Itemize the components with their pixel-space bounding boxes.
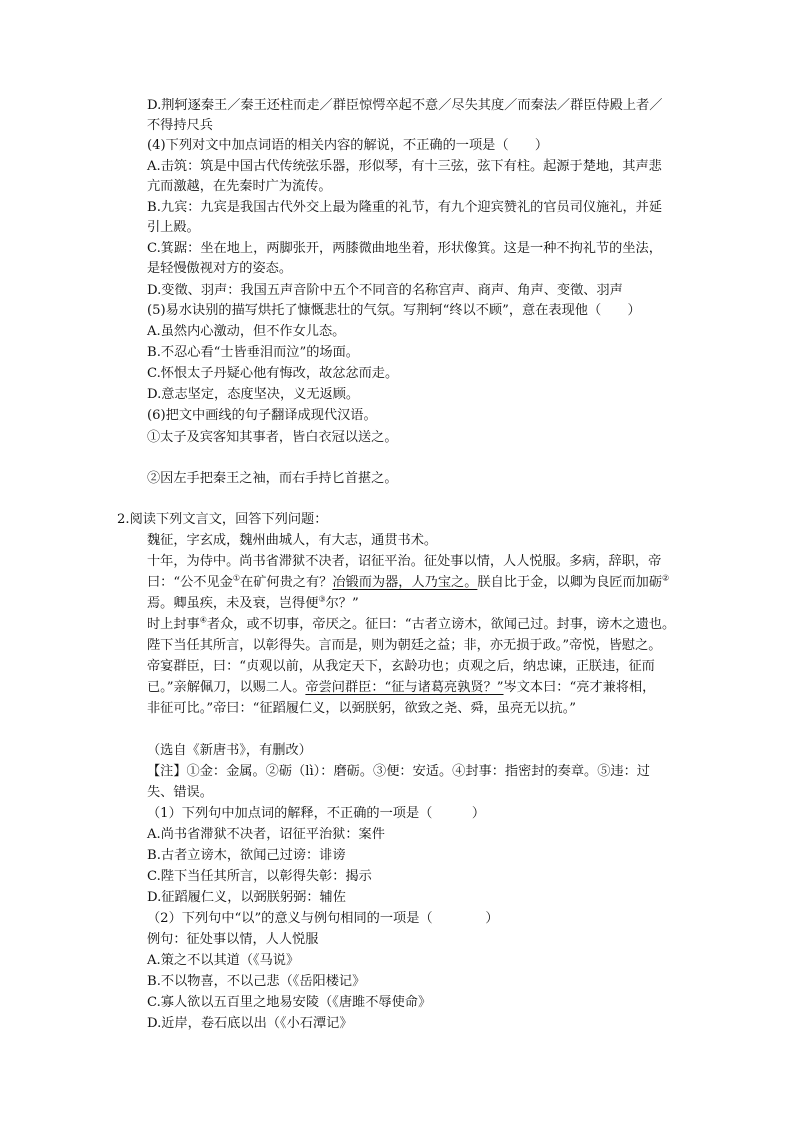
note-marker-3: ③ [318,594,326,604]
underlined-sentence-1: 冶锻而为器，人乃宝之。 [332,575,478,590]
note-marker-2: ② [662,573,670,583]
q5-option-d: D.意志坚定，态度坚决，义无返顾。 [147,387,360,402]
passage-p3-line4: 已。”亲解佩刀，以赐二人。帝尝问群臣：“征与诸葛亮孰贤？”岑文本曰：“亮才兼将相， [147,680,656,695]
q5-option-a: A.虽然内心激动，但不作女儿态。 [147,324,346,339]
passage-p2-line3: 焉。卿虽疾，未及衰，岂得便③尔？” [147,594,359,611]
q1-option-d-line1: D.荆轲逐秦王／秦王还柱而走／群臣惊愕卒起不意／尽失其度／而秦法／群臣侍殿上者／ [147,98,663,113]
q4-option-a-line1: A.击筑：筑是中国古代传统弦乐器，形似琴，有十三弦，弦下有柱。起源于楚地，其声悲 [147,159,662,174]
note-marker-1: ① [232,573,241,583]
q2-2-option-d: D.近岸，卷石底以出（《小石潭记》 [147,1016,353,1031]
q4-option-c-line2: 是轻慢傲视对方的姿态。 [147,261,293,276]
q1-option-d-line2: 不得持尺兵 [147,118,213,133]
notes-line1: 【注】①金：金属。②砺（lì）：磨砺。③便：安适。④封事：指密封的奏章。⑤违：过 [147,764,650,779]
q4-option-a-line2: 亢而激越，在先秦时广为流传。 [147,179,332,194]
passage-p3-line2: 陛下当任其所言，以彰得失。言而是，则为朝廷之益；非，亦无损于政。”帝悦，皆慰之。 [147,638,662,653]
q2-2-option-a: A.策之不以其道（《马说》 [147,953,300,968]
q2-1-option-a: A.尚书省滞狱不决者，诏征平治狱：案件 [147,827,385,842]
q6-stem: (6)把文中画线的句子翻译成现代汉语。 [147,408,377,423]
passage-p3-line1: 时上封事④者众，或不切事，帝厌之。征曰：“古者立谤木，欲闻己过。封事，谤木之遗也。 [147,615,676,632]
q4-option-b-line2: 引上殿。 [147,220,200,235]
passage-source: （选自《新唐书》，有删改） [147,743,312,758]
q5-option-b: B.不忍心看“士皆垂泪而泣”的场面。 [147,345,359,360]
passage-p2-line1: 十年，为侍中。尚书省滞狱不决者，诏征平治。征处事以情，人人悦服。多病，辞职，帝 [147,554,662,569]
q4-stem: (4)下列对文中加点词语的相关内容的解说，不正确的一项是（ ） [147,138,549,153]
q2-1-option-b: B.古者立谤木，欲闻己过谤：诽谤 [147,848,346,863]
notes-line2: 失、错误。 [147,785,213,800]
q5-option-c: C.怀恨太子丹疑心他有悔改，故忿忿而走。 [147,366,399,381]
note-marker-4: ④ [199,615,207,625]
q2-1-option-d: D.征蹈履仁义，以弼朕躬弼：辅佐 [147,890,346,905]
q6-sentence-2: ②因左手把秦王之袖，而右手持匕首揕之。 [147,471,398,486]
underlined-sentence-2: 帝尝问群臣：“征与诸葛亮孰贤？” [305,680,504,695]
q5-stem: (5)易水诀别的描写烘托了慷慨悲壮的气氛。写荆轲“终以不顾”，意在表现他（ ） [147,303,641,318]
q4-option-c-line1: C.箕踞：坐在地上，两脚张开，两膝微曲地坐着，形状像箕。这是一种不拘礼节的坐法， [147,241,662,256]
passage-p2-line2: 曰：“公不见金①在矿何贵之有？冶锻而为器，人乃宝之。朕自比于金，以卿为良匠而加砺② [147,573,670,590]
passage-p3-line5: 非征可比。”帝曰：“征蹈履仁义，以弼朕躬，欲致之尧、舜，虽亮无以抗。” [147,701,577,716]
q2-2-example: 例句：征处事以情，人人悦服 [147,932,319,947]
q4-option-b-line1: B.九宾：九宾是我国古代外交上最为隆重的礼节，有九个迎宾赞礼的官员司仪施礼，并延 [147,200,663,215]
passage-p1: 魏征，字玄成，魏州曲城人，有大志，通贯书术。 [147,533,438,548]
q2-2-option-c: C.寡人欲以五百里之地易安陵（《唐雎不辱使命》 [147,995,432,1010]
q6-sentence-1: ①太子及宾客知其事者，皆白衣冠以送之。 [147,430,398,445]
passage-p3-line3: 帝宴群臣，曰：“贞观以前，从我定天下，玄龄功也；贞观之后，纳忠谏，正朕违，征而 [147,659,655,674]
q2-2-option-b: B.不以物喜，不以己悲（《岳阳楼记》 [147,974,366,989]
question2-header: 2.阅读下列文言文，回答下列问题： [117,512,328,527]
q2-2-stem: （2）下列句中“以”的意义与例句相同的一项是（ ） [147,911,499,926]
q2-1-option-c: C.陛下当任其所言，以彰得失彰：揭示 [147,869,372,884]
q4-option-d: D.变徵、羽声：我国五声音阶中五个不同音的名称宫声、商声、角声、变徵、羽声 [147,283,623,298]
q2-1-stem: （1）下列句中加点词的解释，不正确的一项是（ ） [147,806,486,821]
